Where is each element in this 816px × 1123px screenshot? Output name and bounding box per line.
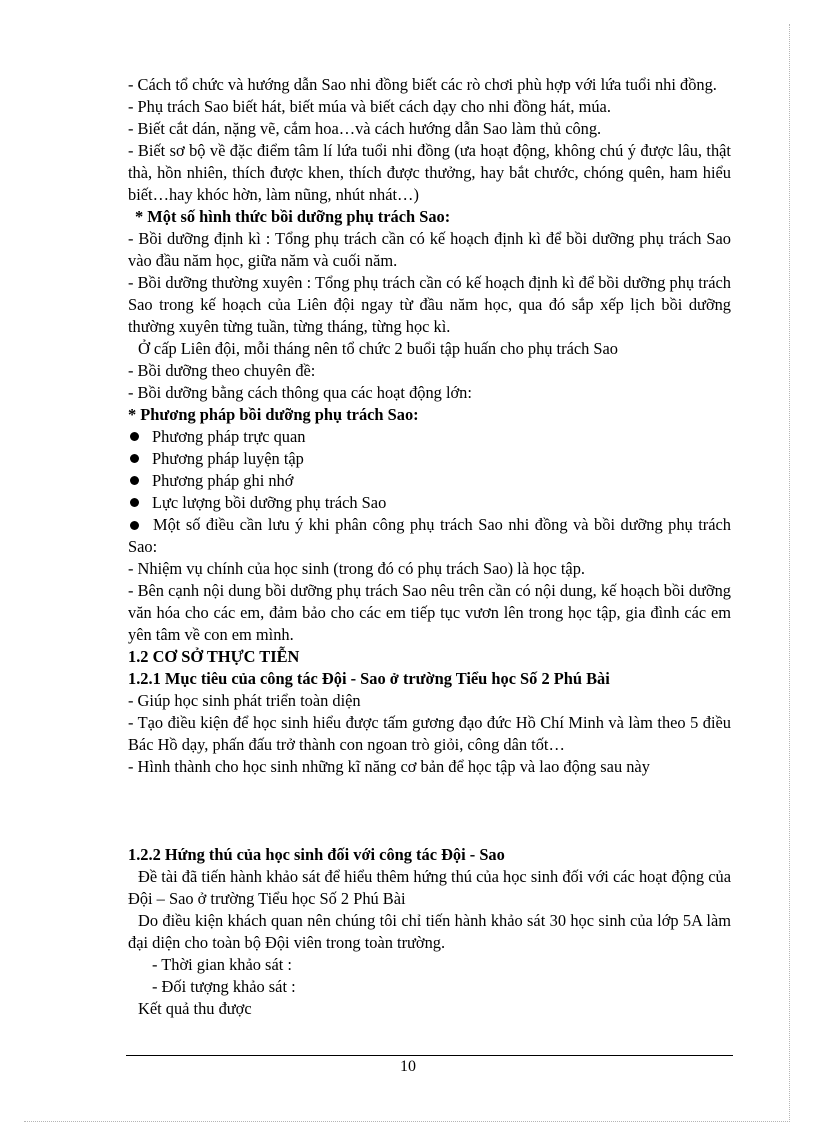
list-item [128, 426, 731, 448]
paragraph: Ở cấp Liên đội, mỗi tháng nên tổ chức 2 buổi tập huấn cho phụ trách Sao [138, 339, 618, 358]
paragraph: - Nhiệm vụ chính của học sinh (trong đó có phụ trách Sao) là học tập. [128, 559, 585, 578]
list-item-text: Phương pháp trực quan [152, 427, 306, 446]
list-item-text: Phương pháp ghi nhớ [152, 471, 294, 490]
paragraph: - Cách tổ chức và hướng dẫn Sao nhi đồng biết các rò chơi phù hợp với lứa tuổi nhi đồng. [128, 75, 717, 94]
bullet-icon [130, 454, 139, 463]
heading-forms: * Một số hình thức bồi dưỡng phụ trách Sao: [135, 207, 451, 226]
survey-item: - Đối tượng khảo sát : [152, 977, 296, 996]
paragraph: - Giúp học sinh phát triển toàn diện [128, 691, 361, 710]
document-body [128, 74, 731, 1020]
heading-1-2-2: 1.2.2 Hứng thú của học sinh đối với công tác Đội - Sao [128, 845, 505, 864]
note-bullet [128, 514, 731, 558]
paragraph: - Biết cắt dán, nặng vẽ, cắm hoa…và cách hướng dẫn Sao làm thủ công. [128, 119, 602, 138]
bullet-icon [130, 476, 139, 485]
paragraph: - Bên cạnh nội dung bồi dưỡng phụ trách Sao nêu trên cần có nội dung, kế hoạch bồi dưỡng văn hóa cho các em, đảm bảo cho các em tiếp tục vươn lên trong học tập, gia đình các em yên tâm về con em mình. [128, 581, 731, 644]
bullet-icon [130, 521, 139, 530]
bullet-icon [130, 432, 139, 441]
list-item-text: Lực lượng bồi dưỡng phụ trách Sao [152, 493, 387, 512]
heading-1-2-1: 1.2.1 Mục tiêu của công tác Đội - Sao ở trường Tiểu học Số 2 Phú Bài [128, 669, 610, 688]
spacer [128, 778, 731, 844]
paragraph: - Tạo điều kiện để học sinh hiểu được tấm gương đạo đức Hồ Chí Minh và làm theo 5 điều Bác Hồ dạy, phấn đấu trở thành con ngoan trò giỏi, công dân tốt… [128, 713, 731, 754]
list-item [128, 470, 731, 492]
note-text: Một số điều cần lưu ý khi phân công phụ trách Sao nhi đồng và bồi dưỡng phụ trách Sao: [128, 515, 731, 556]
paragraph: - Bồi dưỡng theo chuyên đề: [128, 361, 316, 380]
bullet-icon [130, 498, 139, 507]
result-line: Kết quả thu được [138, 999, 252, 1018]
paragraph: - Bồi dưỡng định kì : Tổng phụ trách cần có kế hoạch định kì để bồi dưỡng phụ trách Sao vào đầu năm học, giữa năm và cuối năm. [128, 229, 731, 270]
survey-item: - Thời gian khảo sát : [152, 955, 292, 974]
paragraph: - Bồi dưỡng thường xuyên : Tổng phụ trách cần có kế hoạch định kì để bồi dưỡng phụ trách Sao trong kế hoạch của Liên đội ngay từ đầu năm học, qua đó sắp xếp lịch bồi dưỡng thường xuyên từng tuần, từng tháng, từng học kì. [128, 273, 731, 336]
heading-methods: * Phương pháp bồi dưỡng phụ trách Sao: [128, 405, 419, 424]
methods-list [128, 426, 731, 514]
page-number: 10 [400, 1058, 416, 1075]
paragraph: - Biết sơ bộ về đặc điểm tâm lí lứa tuổi nhi đồng (ưa hoạt động, không chú ý được lâu, thật thà, hồn nhiên, thích được khen, thích được thưởng, hay bắt chước, chóng quên, ham hiểu biết…hay khóc hờn, làm nũng, nhút nhát…) [128, 141, 731, 204]
footer-rule [126, 1055, 733, 1056]
paragraph: Do điều kiện khách quan nên chúng tôi chỉ tiến hành khảo sát 30 học sinh của lớp 5A làm đại diện cho toàn bộ Đội viên trong toàn trường. [128, 911, 731, 952]
paragraph: Đề tài đã tiến hành khảo sát để hiểu thêm hứng thú của học sinh đối với các hoạt động của Đội – Sao ở trường Tiểu học Số 2 Phú Bài [128, 867, 731, 908]
list-item [128, 448, 731, 470]
heading-1-2: 1.2 CƠ SỞ THỰC TIỄN [128, 647, 300, 666]
paragraph: - Hình thành cho học sinh những kĩ năng cơ bản để học tập và lao động sau này [128, 757, 650, 776]
list-item [128, 492, 731, 514]
paragraph: - Bồi dưỡng bằng cách thông qua các hoạt động lớn: [128, 383, 472, 402]
paragraph: - Phụ trách Sao biết hát, biết múa và biết cách dạy cho nhi đồng hát, múa. [128, 97, 611, 116]
list-item-text: Phương pháp luyện tập [152, 449, 304, 468]
